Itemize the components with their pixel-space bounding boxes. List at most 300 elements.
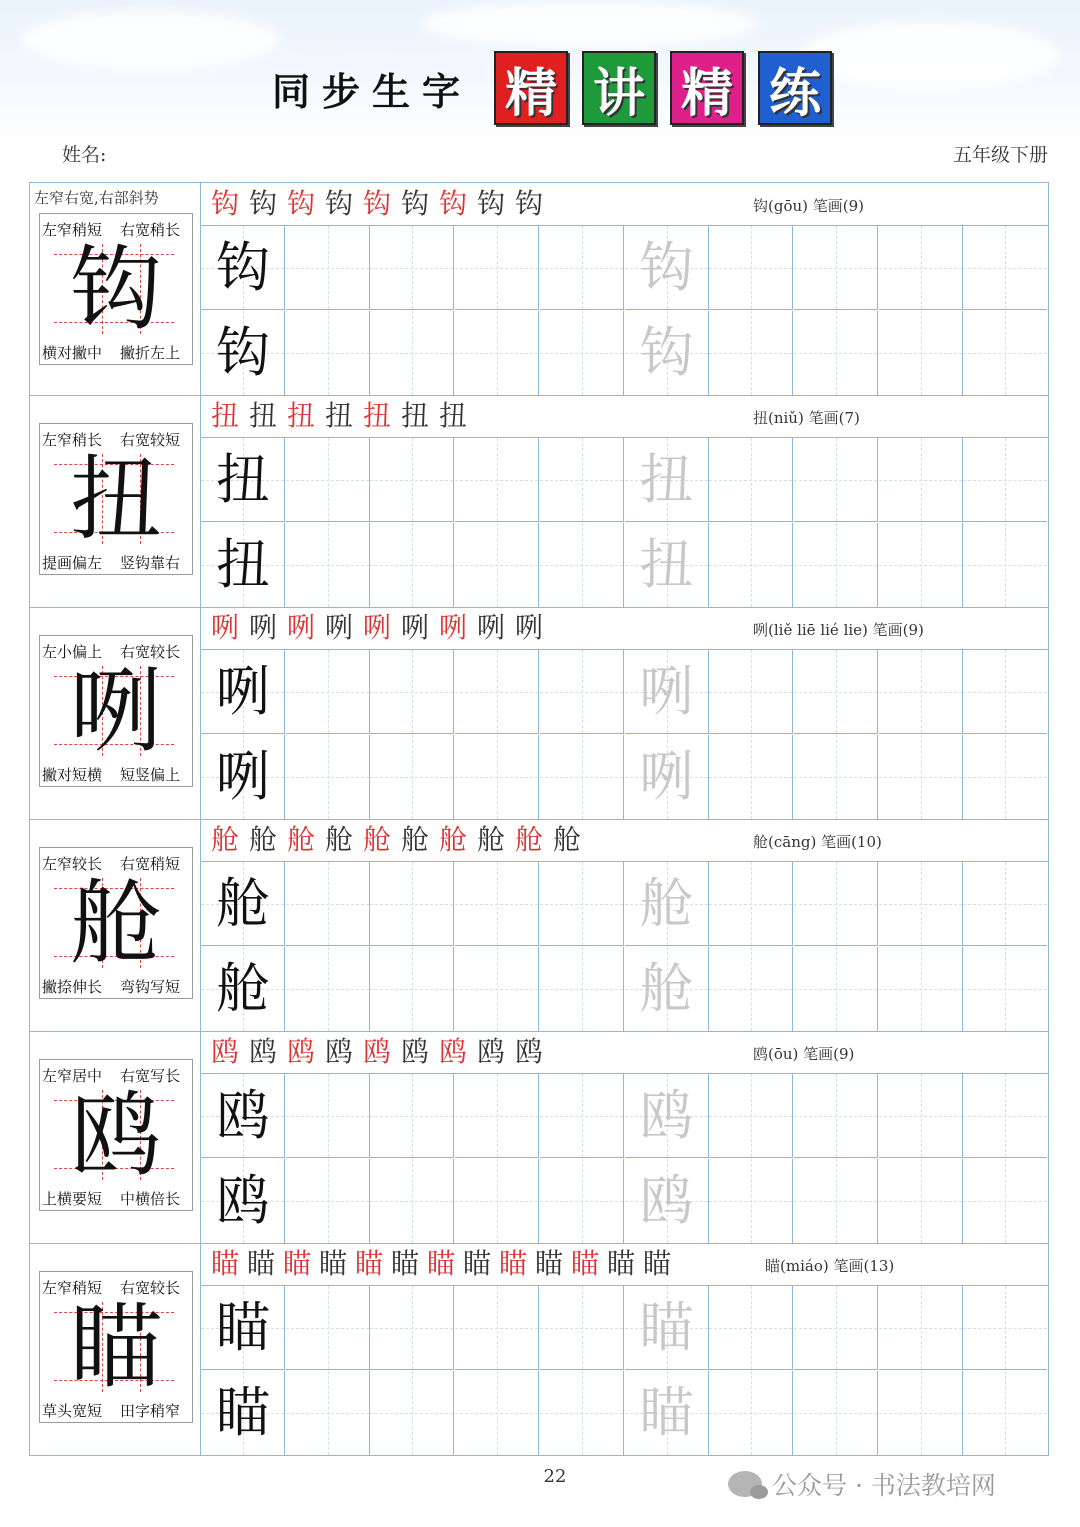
cell-guide [582,438,583,521]
pinyin-stroke-count: 鸥(ōu) 笔画(9) [753,1045,855,1063]
practice-cell[interactable] [540,947,624,1031]
practice-cell[interactable] [540,1159,624,1243]
stroke-step: 鸥 [287,1035,316,1068]
cell-guide [328,1074,329,1157]
practice-cell[interactable] [625,1074,709,1158]
practice-cell[interactable] [709,650,793,734]
cell-guide [412,1371,413,1455]
demo-box [39,635,193,787]
practice-cell[interactable] [540,311,624,395]
cell-guide [328,1286,329,1369]
practice-cell[interactable] [540,1371,624,1455]
cell-guide [751,650,752,733]
practice-cell[interactable] [286,1074,370,1158]
practice-cell[interactable] [879,947,963,1031]
practice-cell[interactable] [709,523,793,607]
practice-cell[interactable] [794,1371,878,1455]
stroke-order-row [201,819,1048,862]
cell-guide [412,523,413,607]
practice-cell[interactable] [201,1159,285,1243]
cell-guide [836,735,837,819]
model-character: 瞄 [216,1296,270,1359]
practice-grid [201,862,1048,1031]
practice-cell[interactable] [201,735,285,819]
practice-cell[interactable] [455,523,539,607]
practice-cell[interactable] [286,311,370,395]
stroke-step: 鸥 [363,1035,392,1068]
stroke-step: 瞄 [283,1247,312,1280]
cell-guide [1005,1074,1006,1157]
cell-guide [751,1074,752,1157]
stroke-step: 瞄 [643,1247,672,1280]
trace-character: 鸥 [639,1084,694,1147]
stroke-step: 咧 [325,611,354,644]
practice-cell[interactable] [370,1286,454,1370]
cell-guide [328,735,329,819]
cell-guide [921,650,922,733]
demo-character: 扭 [69,446,162,553]
practice-cell[interactable] [963,1074,1047,1158]
cell-guide [328,311,329,395]
practice-cell[interactable] [879,735,963,819]
demo-box [39,423,193,575]
cell-guide [836,947,837,1031]
practice-cell[interactable] [963,947,1047,1031]
model-character: 钩 [216,236,270,299]
practice-cell[interactable] [286,947,370,1031]
cell-guide [497,650,498,733]
character-block [30,395,1048,608]
practice-cell[interactable] [370,1159,454,1243]
model-character: 舱 [216,956,270,1020]
cell-guide [1005,226,1006,309]
cell-guide [836,650,837,733]
cell-guide [921,523,922,607]
cell-guide [921,1371,922,1455]
cell-guide [1005,650,1006,733]
stroke-order-row [201,1031,1048,1074]
practice-cell[interactable] [879,311,963,395]
writing-tip: 提画偏左 [42,554,103,572]
stroke-step: 鸥 [401,1035,430,1068]
cell-guide [497,226,498,309]
writing-tip: 右宽较长 [120,643,181,661]
stroke-step: 钩 [249,187,278,220]
practice-cell[interactable] [794,226,878,310]
practice-cell[interactable] [794,650,878,734]
practice-cell[interactable] [455,947,539,1031]
pinyin-stroke-count: 扭(niǔ) 笔画(7) [753,409,860,427]
cell-guide [412,735,413,819]
title-main: 同步生字 [272,69,473,114]
practice-cell[interactable] [625,1286,709,1370]
cell-guide [412,226,413,309]
stroke-step: 瞄 [319,1247,348,1280]
stroke-step: 咧 [287,611,316,644]
practice-cell[interactable] [370,1371,454,1455]
practice-cell[interactable] [625,1159,709,1243]
practice-cell[interactable] [370,735,454,819]
practice-cell[interactable] [709,1371,793,1455]
cell-guide [751,947,752,1031]
cell-guide [751,1286,752,1369]
stroke-step: 钩 [439,187,468,220]
practice-cell[interactable] [794,735,878,819]
stroke-step: 钩 [401,187,430,220]
practice-cell[interactable] [709,438,793,522]
practice-cell[interactable] [201,226,285,310]
writing-tip: 上横要短 [42,1190,103,1208]
practice-cell[interactable] [709,1286,793,1370]
practice-cell[interactable] [963,226,1047,310]
practice-cell[interactable] [455,650,539,734]
practice-cell[interactable] [286,862,370,946]
cell-guide [328,1159,329,1243]
stroke-order-row [201,395,1048,438]
stroke-step: 舱 [363,823,392,856]
cell-guide [328,947,329,1031]
practice-cell[interactable] [709,947,793,1031]
practice-cell[interactable] [879,650,963,734]
cell-guide [1005,1371,1006,1455]
cell-guide [1005,1159,1006,1243]
practice-cell[interactable] [540,1286,624,1370]
practice-cell[interactable] [540,862,624,946]
pinyin-stroke-count: 瞄(miáo) 笔画(13) [765,1257,895,1275]
practice-cell[interactable] [370,438,454,522]
practice-cell[interactable] [201,438,285,522]
stroke-step: 瞄 [607,1247,636,1280]
trace-character: 舱 [639,872,694,935]
page-title [272,50,846,126]
practice-cell[interactable] [540,523,624,607]
practice-cell[interactable] [794,1159,878,1243]
cell-guide [751,311,752,395]
model-character: 咧 [216,744,270,808]
cell-guide [497,735,498,819]
stroke-step: 鸥 [477,1035,506,1068]
practice-cell[interactable] [286,1371,370,1455]
practice-cell[interactable] [625,523,709,607]
cell-guide [836,1371,837,1455]
practice-cell[interactable] [963,1371,1047,1455]
stroke-step: 扭 [287,399,316,432]
practice-cell[interactable] [455,226,539,310]
practice-cell[interactable] [455,1286,539,1370]
stroke-step: 钩 [477,187,506,220]
practice-cell[interactable] [455,1074,539,1158]
practice-cell[interactable] [625,438,709,522]
model-character: 鸥 [216,1168,270,1232]
cell-guide [497,311,498,395]
stroke-step: 钩 [211,187,240,220]
practice-cell[interactable] [879,1159,963,1243]
cell-guide [836,438,837,521]
cell-guide [1005,735,1006,819]
practice-cell[interactable] [963,1159,1047,1243]
trace-character: 瞄 [639,1296,694,1359]
practice-cell[interactable] [370,523,454,607]
practice-cell[interactable] [625,650,709,734]
practice-cell[interactable] [370,650,454,734]
cell-guide [921,226,922,309]
writing-tip: 竖钩靠右 [120,554,181,572]
practice-grid [201,1074,1048,1243]
title-box-4: 练 [758,51,832,125]
writing-tip: 撇对短横 [42,766,103,784]
stroke-step: 钩 [363,187,392,220]
cell-guide [751,735,752,819]
wechat-icon [728,1471,762,1497]
demo-pane [30,1031,201,1243]
practice-cell[interactable] [709,862,793,946]
practice-cell[interactable] [370,862,454,946]
practice-cell[interactable] [370,226,454,310]
practice-cell[interactable] [794,438,878,522]
stroke-step: 咧 [439,611,468,644]
trace-character: 扭 [639,448,694,511]
cell-guide [582,523,583,607]
model-character: 咧 [216,660,270,723]
practice-cell[interactable] [455,438,539,522]
model-character: 扭 [216,532,270,596]
character-block [30,607,1048,820]
writing-tip: 中横倍长 [120,1190,181,1208]
stroke-step: 舱 [401,823,430,856]
practice-cell[interactable] [370,1074,454,1158]
practice-cell[interactable] [201,650,285,734]
cell-guide [412,947,413,1031]
practice-cell[interactable] [963,735,1047,819]
cell-guide [582,311,583,395]
practice-cell[interactable] [201,862,285,946]
practice-cell[interactable] [370,947,454,1031]
cell-guide [582,1286,583,1369]
stroke-step: 鸥 [515,1035,544,1068]
practice-cell[interactable] [625,311,709,395]
stroke-step: 咧 [477,611,506,644]
cell-guide [497,1074,498,1157]
cell-guide [497,523,498,607]
stroke-step: 瞄 [427,1247,456,1280]
practice-cell[interactable] [201,1371,285,1455]
demo-pane [30,1243,201,1455]
practice-cell[interactable] [794,523,878,607]
writing-tip: 右宽较短 [120,431,181,449]
practice-cell[interactable] [625,862,709,946]
practice-cell[interactable] [286,650,370,734]
cell-guide [1005,947,1006,1031]
practice-cell[interactable] [963,438,1047,522]
practice-cell[interactable] [540,226,624,310]
trace-character: 扭 [639,532,694,596]
stroke-step: 舱 [249,823,278,856]
practice-cell[interactable] [879,1286,963,1370]
pinyin-stroke-count: 咧(liě liē lié lie) 笔画(9) [753,621,924,639]
stroke-step: 扭 [363,399,392,432]
cell-guide [582,226,583,309]
trace-character: 咧 [639,744,694,808]
practice-cell[interactable] [794,1074,878,1158]
stroke-step: 钩 [325,187,354,220]
practice-cell[interactable] [201,523,285,607]
writing-tip: 左窄稍短 [42,221,103,239]
writing-tip: 左窄稍长 [42,431,103,449]
cell-guide [328,438,329,521]
practice-grid [201,226,1048,395]
name-label: 姓名: [62,144,107,166]
practice-cell[interactable] [879,1074,963,1158]
practice-cell[interactable] [455,862,539,946]
structure-note: 左窄右宽,右部斜势 [34,189,159,207]
model-character: 瞄 [216,1380,270,1444]
cell-guide [921,947,922,1031]
practice-cell[interactable] [201,1286,285,1370]
practice-cell[interactable] [455,1371,539,1455]
cell-guide [328,1371,329,1455]
cell-guide [836,862,837,945]
stroke-step: 扭 [325,399,354,432]
demo-character: 瞄 [69,1294,162,1401]
cell-guide [412,1286,413,1369]
model-character: 舱 [216,872,270,935]
stroke-step: 扭 [401,399,430,432]
practice-grid [201,1286,1048,1455]
character-block [30,1031,1048,1244]
cell-guide [921,1074,922,1157]
cell-guide [751,226,752,309]
practice-cell[interactable] [879,862,963,946]
practice-cell[interactable] [286,1159,370,1243]
cell-guide [582,1074,583,1157]
stroke-step: 舱 [211,823,240,856]
cell-guide [328,862,329,945]
practice-cell[interactable] [794,947,878,1031]
practice-cell[interactable] [879,226,963,310]
practice-cell[interactable] [201,311,285,395]
character-block [30,183,1048,396]
cell-guide [836,1286,837,1369]
stroke-step: 咧 [211,611,240,644]
cell-guide [412,650,413,733]
practice-cell[interactable] [540,650,624,734]
writing-tip: 右宽稍短 [120,855,181,873]
practice-cell[interactable] [879,1371,963,1455]
trace-character: 瞄 [639,1380,694,1444]
practice-cell[interactable] [286,735,370,819]
trace-character: 咧 [639,660,694,723]
cell-guide [921,862,922,945]
grade-label: 五年级下册 [952,144,1048,166]
practice-cell[interactable] [455,1159,539,1243]
practice-cell[interactable] [963,650,1047,734]
practice-cell[interactable] [540,1074,624,1158]
practice-sheet [29,182,1049,1456]
practice-cell[interactable] [201,947,285,1031]
writing-tip: 田字稍窄 [120,1402,181,1420]
cell-guide [328,523,329,607]
stroke-order-row [201,607,1048,650]
practice-cell[interactable] [540,735,624,819]
practice-cell[interactable] [794,862,878,946]
demo-character: 咧 [69,658,162,765]
practice-cell[interactable] [286,523,370,607]
trace-character: 鸥 [639,1168,694,1232]
practice-cell[interactable] [286,226,370,310]
practice-cell[interactable] [625,735,709,819]
practice-cell[interactable] [455,311,539,395]
character-block [30,819,1048,1032]
writing-tip: 短竖偏上 [120,766,181,784]
demo-pane [30,395,201,607]
pinyin-stroke-count: 钩(gōu) 笔画(9) [753,197,865,215]
stroke-step: 瞄 [211,1247,240,1280]
practice-cell[interactable] [201,1074,285,1158]
stroke-step: 瞄 [355,1247,384,1280]
stroke-step: 鸥 [249,1035,278,1068]
practice-cell[interactable] [286,438,370,522]
practice-cell[interactable] [794,311,878,395]
cell-guide [582,650,583,733]
practice-cell[interactable] [709,735,793,819]
watermark [728,1466,996,1502]
practice-cell[interactable] [963,862,1047,946]
practice-cell[interactable] [286,1286,370,1370]
cell-guide [328,650,329,733]
cell-guide [497,862,498,945]
practice-cell[interactable] [963,311,1047,395]
cloud-decoration [420,0,760,48]
stroke-order-row [201,183,1048,226]
cell-guide [836,1159,837,1243]
practice-cell[interactable] [625,226,709,310]
practice-cell[interactable] [540,438,624,522]
cell-guide [836,1074,837,1157]
cell-guide [582,947,583,1031]
practice-cell[interactable] [963,1286,1047,1370]
practice-cell[interactable] [879,438,963,522]
stroke-step: 钩 [287,187,316,220]
writing-tip: 左小偏上 [42,643,103,661]
practice-grid [201,438,1048,607]
cell-guide [751,1371,752,1455]
writing-tip: 横对撇中 [42,344,103,362]
practice-cell[interactable] [709,226,793,310]
cell-guide [751,1159,752,1243]
practice-cell[interactable] [879,523,963,607]
practice-cell[interactable] [370,311,454,395]
writing-tip: 左窄居中 [42,1067,103,1085]
stroke-step: 瞄 [499,1247,528,1280]
practice-cell[interactable] [625,1371,709,1455]
practice-cell[interactable] [455,735,539,819]
practice-cell[interactable] [709,1159,793,1243]
model-character: 扭 [216,448,270,511]
practice-cell[interactable] [709,311,793,395]
practice-cell[interactable] [625,947,709,1031]
demo-pane [30,607,201,819]
practice-cell[interactable] [963,523,1047,607]
stroke-step: 舱 [287,823,316,856]
stroke-step: 鸥 [325,1035,354,1068]
trace-character: 舱 [639,956,694,1020]
practice-cell[interactable] [709,1074,793,1158]
writing-tip: 右宽写长 [120,1067,181,1085]
stroke-step: 扭 [249,399,278,432]
cell-guide [412,311,413,395]
practice-cell[interactable] [794,1286,878,1370]
stroke-step: 瞄 [571,1247,600,1280]
